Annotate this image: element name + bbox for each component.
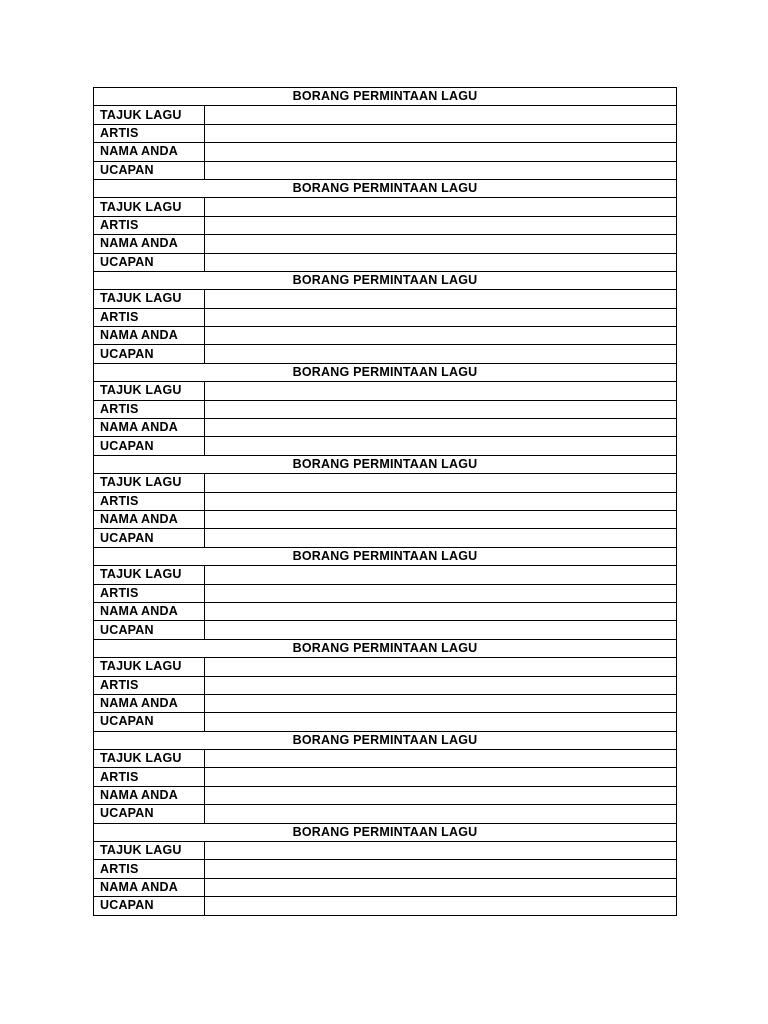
field-label: UCAPAN (94, 713, 205, 731)
field-label: TAJUK LAGU (94, 382, 205, 400)
field-label: ARTIS (94, 216, 205, 234)
form-field-row (94, 106, 677, 124)
field-value-blank[interactable] (205, 492, 677, 510)
field-label: UCAPAN (94, 621, 205, 639)
form-field-row (94, 529, 677, 547)
field-value-blank[interactable] (205, 658, 677, 676)
field-value-blank[interactable] (205, 419, 677, 437)
form-field-row (94, 897, 677, 915)
song-request-forms-sheet (93, 87, 677, 916)
field-value-blank[interactable] (205, 106, 677, 124)
field-label: NAMA ANDA (94, 602, 205, 620)
field-value-blank[interactable] (205, 400, 677, 418)
form-title: BORANG PERMINTAAN LAGU (94, 363, 677, 381)
field-label: UCAPAN (94, 437, 205, 455)
form-field-row (94, 713, 677, 731)
field-label: ARTIS (94, 492, 205, 510)
field-value-blank[interactable] (205, 621, 677, 639)
form-title: BORANG PERMINTAAN LAGU (94, 179, 677, 197)
field-label: NAMA ANDA (94, 327, 205, 345)
field-value-blank[interactable] (205, 382, 677, 400)
form-field-row (94, 510, 677, 528)
field-label: NAMA ANDA (94, 510, 205, 528)
field-label: ARTIS (94, 400, 205, 418)
field-label: ARTIS (94, 124, 205, 142)
field-label: ARTIS (94, 676, 205, 694)
field-value-blank[interactable] (205, 805, 677, 823)
form-field-row (94, 419, 677, 437)
form-field-row (94, 216, 677, 234)
form-title-row (94, 271, 677, 289)
field-label: UCAPAN (94, 253, 205, 271)
form-field-row (94, 143, 677, 161)
form-field-row (94, 750, 677, 768)
form-field-row (94, 658, 677, 676)
form-field-row (94, 602, 677, 620)
field-label: TAJUK LAGU (94, 566, 205, 584)
field-value-blank[interactable] (205, 897, 677, 915)
form-field-row (94, 878, 677, 896)
field-label: UCAPAN (94, 161, 205, 179)
field-label: NAMA ANDA (94, 235, 205, 253)
form-field-row (94, 492, 677, 510)
form-field-row (94, 198, 677, 216)
form-field-row (94, 124, 677, 142)
field-label: TAJUK LAGU (94, 750, 205, 768)
form-field-row (94, 437, 677, 455)
field-value-blank[interactable] (205, 290, 677, 308)
field-value-blank[interactable] (205, 253, 677, 271)
field-value-blank[interactable] (205, 602, 677, 620)
field-value-blank[interactable] (205, 584, 677, 602)
forms-body (94, 88, 677, 916)
form-field-row (94, 161, 677, 179)
form-title: BORANG PERMINTAAN LAGU (94, 823, 677, 841)
form-title-row (94, 88, 677, 106)
field-label: NAMA ANDA (94, 786, 205, 804)
field-value-blank[interactable] (205, 437, 677, 455)
form-title: BORANG PERMINTAAN LAGU (94, 88, 677, 106)
form-field-row (94, 345, 677, 363)
form-field-row (94, 768, 677, 786)
field-label: TAJUK LAGU (94, 106, 205, 124)
field-value-blank[interactable] (205, 235, 677, 253)
field-value-blank[interactable] (205, 860, 677, 878)
form-field-row (94, 308, 677, 326)
form-title: BORANG PERMINTAAN LAGU (94, 731, 677, 749)
field-value-blank[interactable] (205, 510, 677, 528)
form-title: BORANG PERMINTAAN LAGU (94, 639, 677, 657)
field-label: NAMA ANDA (94, 878, 205, 896)
form-field-row (94, 860, 677, 878)
field-value-blank[interactable] (205, 750, 677, 768)
field-value-blank[interactable] (205, 878, 677, 896)
field-label: NAMA ANDA (94, 143, 205, 161)
form-title: BORANG PERMINTAAN LAGU (94, 271, 677, 289)
form-title-row (94, 731, 677, 749)
form-field-row (94, 290, 677, 308)
field-label: TAJUK LAGU (94, 842, 205, 860)
field-value-blank[interactable] (205, 161, 677, 179)
form-title-row (94, 639, 677, 657)
form-field-row (94, 474, 677, 492)
form-field-row (94, 786, 677, 804)
form-field-row (94, 621, 677, 639)
field-label: UCAPAN (94, 529, 205, 547)
field-label: TAJUK LAGU (94, 198, 205, 216)
field-label: ARTIS (94, 308, 205, 326)
field-value-blank[interactable] (205, 345, 677, 363)
form-field-row (94, 566, 677, 584)
form-title: BORANG PERMINTAAN LAGU (94, 547, 677, 565)
form-field-row (94, 694, 677, 712)
field-label: ARTIS (94, 584, 205, 602)
form-field-row (94, 842, 677, 860)
form-field-row (94, 400, 677, 418)
form-title-row (94, 823, 677, 841)
field-value-blank[interactable] (205, 713, 677, 731)
field-label: ARTIS (94, 768, 205, 786)
field-value-blank[interactable] (205, 143, 677, 161)
field-value-blank[interactable] (205, 327, 677, 345)
field-value-blank[interactable] (205, 529, 677, 547)
form-title-row (94, 547, 677, 565)
field-label: NAMA ANDA (94, 419, 205, 437)
field-value-blank[interactable] (205, 842, 677, 860)
field-value-blank[interactable] (205, 124, 677, 142)
field-label: UCAPAN (94, 805, 205, 823)
form-field-row (94, 235, 677, 253)
field-value-blank[interactable] (205, 676, 677, 694)
field-label: TAJUK LAGU (94, 658, 205, 676)
form-field-row (94, 382, 677, 400)
field-value-blank[interactable] (205, 786, 677, 804)
field-label: NAMA ANDA (94, 694, 205, 712)
form-field-row (94, 584, 677, 602)
form-field-row (94, 805, 677, 823)
field-value-blank[interactable] (205, 694, 677, 712)
field-label: TAJUK LAGU (94, 474, 205, 492)
field-label: UCAPAN (94, 897, 205, 915)
field-value-blank[interactable] (205, 198, 677, 216)
field-value-blank[interactable] (205, 474, 677, 492)
form-title: BORANG PERMINTAAN LAGU (94, 455, 677, 473)
form-field-row (94, 676, 677, 694)
field-value-blank[interactable] (205, 216, 677, 234)
field-label: TAJUK LAGU (94, 290, 205, 308)
form-field-row (94, 253, 677, 271)
field-value-blank[interactable] (205, 768, 677, 786)
form-title-row (94, 455, 677, 473)
field-label: ARTIS (94, 860, 205, 878)
form-title-row (94, 179, 677, 197)
field-label: UCAPAN (94, 345, 205, 363)
field-value-blank[interactable] (205, 308, 677, 326)
form-title-row (94, 363, 677, 381)
field-value-blank[interactable] (205, 566, 677, 584)
form-field-row (94, 327, 677, 345)
